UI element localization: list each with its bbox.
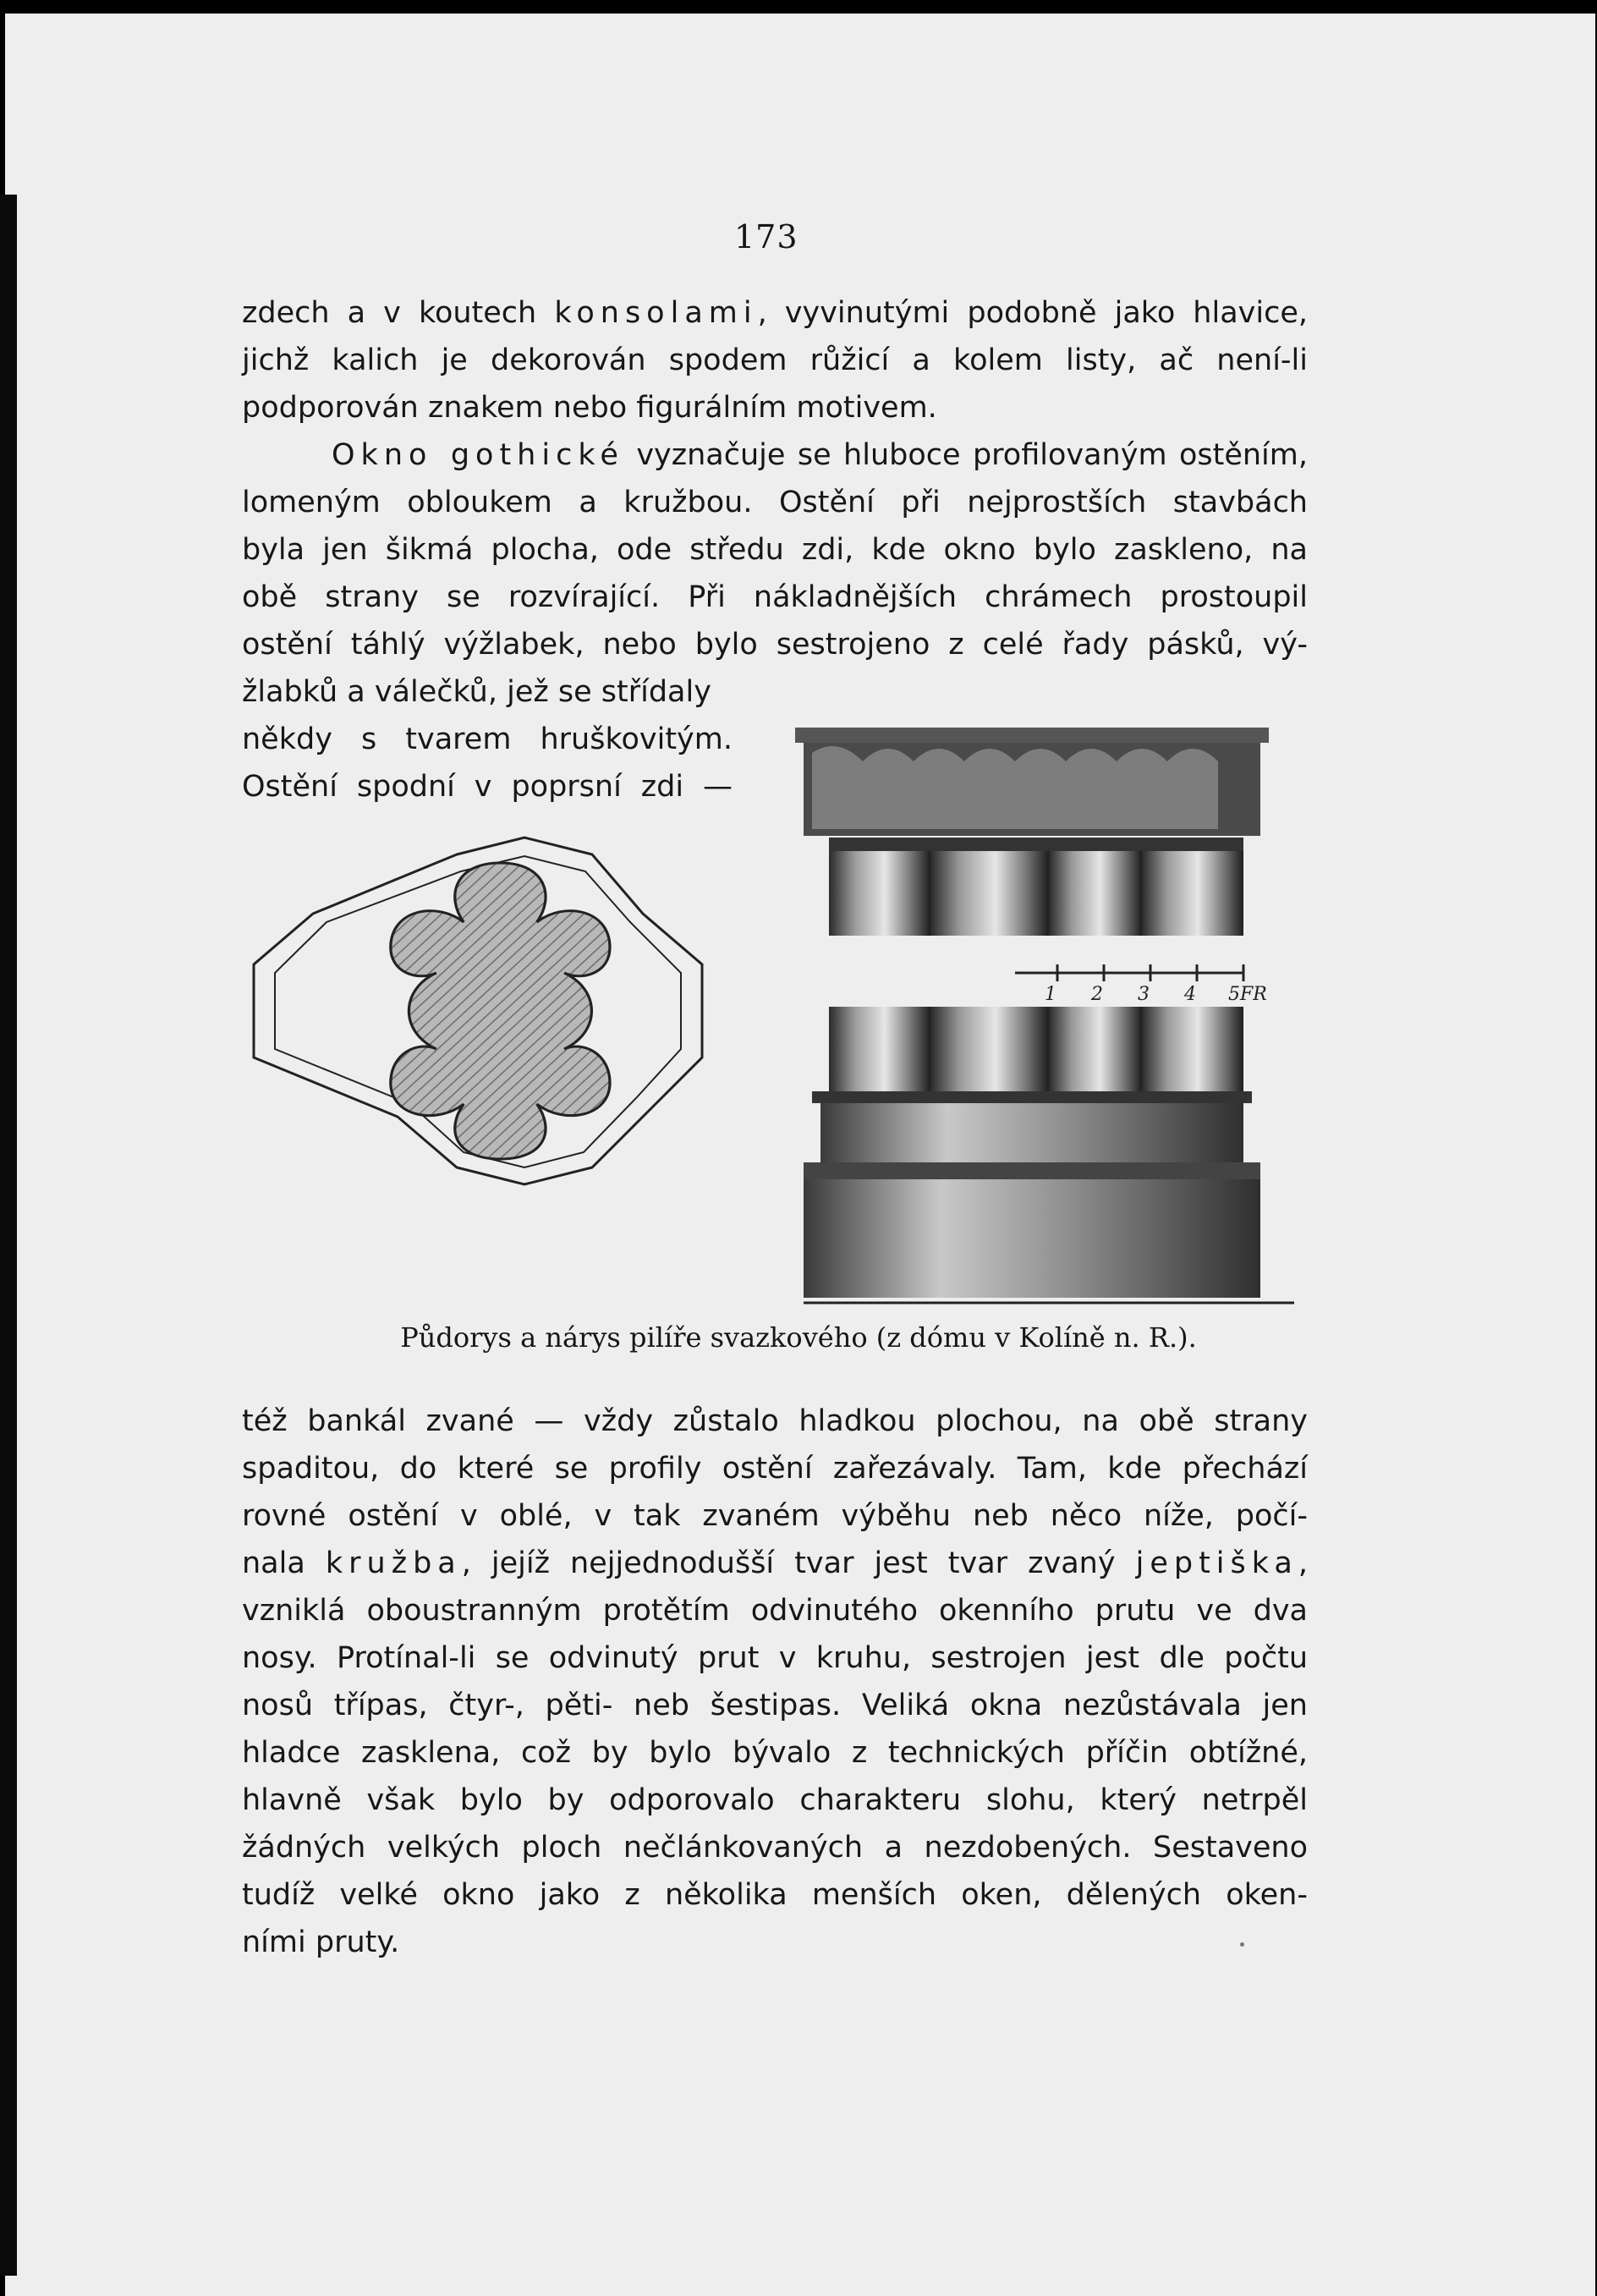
text-line: ními pruty. xyxy=(242,1925,400,1959)
text-line: hladce zasklena, což by bylo bývalo z technických příčin obtížné, xyxy=(242,1736,1308,1770)
text-line: obě strany se rozvírající. Při nákladnějších chrámech prostoupil xyxy=(242,580,1308,614)
text-line: hlavně však bylo by odporovalo charakteru slohu, který netrpěl xyxy=(242,1783,1308,1817)
text-line: též bankál zvané — vždy zůstalo hladkou plochou, na obě strany xyxy=(242,1404,1308,1438)
spaced-term: Okno gothické xyxy=(332,438,624,472)
text-line: spaditou, do které se profily ostění zařezávaly. Tam, kde přechází xyxy=(242,1452,1308,1486)
spaced-term: kružba xyxy=(325,1546,462,1580)
spaced-term: jeptiška xyxy=(1135,1546,1298,1580)
text-line: byla jen šikmá plocha, ode středu zdi, kde okno bylo zaskleno, na xyxy=(242,533,1308,567)
ink-speck xyxy=(1240,1942,1244,1947)
text-line: rovné ostění v oblé, v tak zvaném výběhu neb něco níže, počí- xyxy=(242,1499,1308,1533)
pillar-illustration xyxy=(245,719,1311,1311)
scale-label-5fr: 5FR xyxy=(1228,984,1267,1005)
text-line: jichž kalich je dekorován spodem růžicí a kolem listy, ač není-li xyxy=(242,343,1308,377)
pillar-plan xyxy=(254,838,702,1184)
text-line: Ostění spodní v poprsní zdi — xyxy=(242,770,733,804)
pillar-figure xyxy=(245,719,1311,1311)
text-line: ostění táhlý výžlabek, nebo bylo sestrojeno z celé řady pásků, vý- xyxy=(242,628,1308,662)
text-line: nala kružba, jejíž nejjednodušší tvar jest tvar zvaný jeptiška, xyxy=(242,1546,1308,1580)
text-line: lomeným obloukem a kružbou. Ostění při nejprostších stavbách xyxy=(242,486,1308,519)
text-line: žádných velkých ploch nečlánkovaných a nezdobených. Sestaveno xyxy=(242,1831,1308,1865)
text-line: tudíž velké okno jako z několika menších oken, dělených oken- xyxy=(242,1878,1308,1912)
paragraph-3 xyxy=(242,1398,1308,1966)
scale-label-2: 2 xyxy=(1091,984,1103,1005)
spaced-term: konsolami xyxy=(554,296,758,330)
paragraph-1 xyxy=(242,289,1308,431)
text-line: podporován znakem nebo figurálním motivem. xyxy=(242,391,937,425)
pillar-elevation xyxy=(795,728,1294,1303)
text-line: nosy. Protínal-li se odvinutý prut v kruhu, sestrojen jest dle počtu xyxy=(242,1641,1308,1675)
page-edge-shadow xyxy=(0,195,17,2276)
text-line: vzniklá oboustranným protětím odvinutého okenního prutu ve dva xyxy=(242,1594,1308,1628)
scale-label-4: 4 xyxy=(1184,984,1196,1005)
text-line: žlabků a válečků, jež se střídaly xyxy=(242,675,711,709)
scale-label-1: 1 xyxy=(1045,984,1056,1005)
text-line: Okno gothické vyznačuje se hluboce profilovaným ostěním, xyxy=(332,438,1308,472)
text-line: nosů třípas, čtyr-, pěti- neb šestipas. Veliká okna nezůstávala jen xyxy=(242,1689,1308,1722)
text-line: zdech a v koutech konsolami, vyvinutými podobně jako hlavice, xyxy=(242,296,1309,330)
page-number: 173 xyxy=(734,218,798,255)
figure-caption: Půdorys a nárys pilíře svazkového (z dómu v Kolíně n. R.). xyxy=(400,1321,1197,1354)
scale-label-3: 3 xyxy=(1138,984,1150,1005)
text-line: někdy s tvarem hruškovitým. xyxy=(242,722,733,756)
